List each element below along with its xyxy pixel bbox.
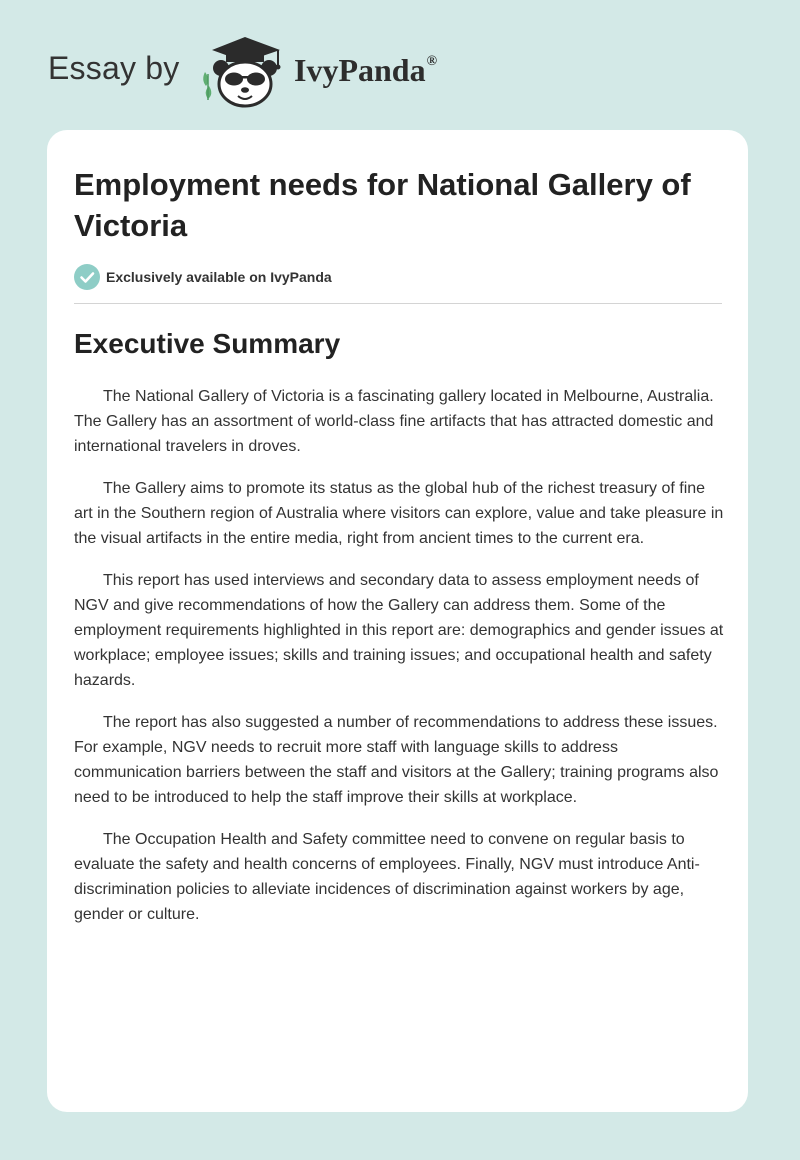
divider <box>74 303 722 304</box>
exclusive-badge <box>74 264 332 290</box>
paragraph: The report has also suggested a number of recommendations to address these issues. For example, NGV needs to recruit more staff with language skills to address communication barriers between the staff and visitors at the Gallery; training programs also need to be introduced to help the staff improve their skills at workplace. <box>74 714 719 806</box>
ivypanda-brand-name[interactable] <box>294 52 437 89</box>
essay-by-label: Essay by <box>48 50 180 86</box>
section-heading: Executive Summary <box>74 328 341 359</box>
paragraph: The Occupation Health and Safety committee need to convene on regular basis to evaluate the safety and health concerns of employees. Finally, NGV must introduce Anti-discrimination policies to alleviate incidences of discrimination against workers by age, gender or culture. <box>74 831 700 923</box>
essay-card <box>47 130 748 1112</box>
essay-body <box>74 384 724 944</box>
ivypanda-panda-logo-icon[interactable] <box>200 34 290 110</box>
registered-mark: ® <box>426 54 438 69</box>
exclusive-badge-label: Exclusively available on IvyPanda <box>106 269 332 285</box>
site-header <box>48 34 468 110</box>
check-circle-icon <box>74 264 100 290</box>
brand-name-text: IvyPanda <box>294 52 426 88</box>
paragraph: The National Gallery of Victoria is a fascinating gallery located in Melbourne, Australia. The Gallery has an assortment of world-class fine artifacts that has attracted domestic and international travelers in droves. <box>74 388 714 455</box>
essay-title: Employment needs for National Gallery of Victoria <box>74 167 691 243</box>
paragraph: The Gallery aims to promote its status as the global hub of the richest treasury of fine art in the Southern region of Australia where visitors can explore, value and take pleasure in the visual artifacts in the entire media, right from ancient times to the current era. <box>74 480 724 547</box>
paragraph: This report has used interviews and secondary data to assess employment needs of NGV and give recommendations of how the Gallery can address them. Some of the employment requirements highlighted in this report are: demographics and gender issues at workplace; employee issues; skills and training issues; and occupational health and safety hazards. <box>74 572 724 689</box>
